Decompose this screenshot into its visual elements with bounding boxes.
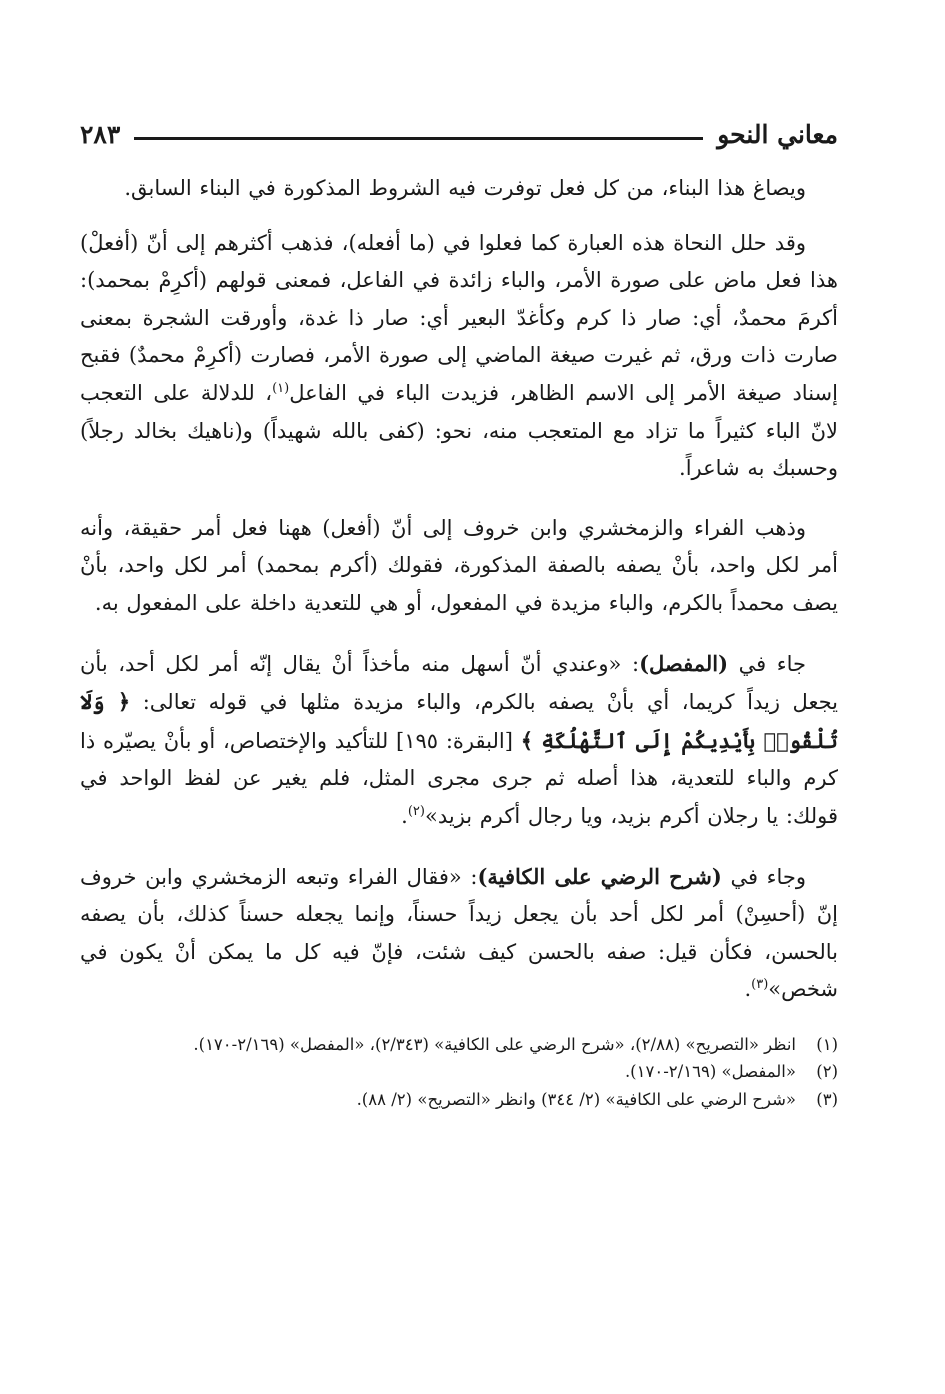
footnote-1	[80, 1031, 838, 1059]
paragraph-2-text: وقد حلل النحاة هذه العبارة كما فعلوا في (ما أفعله)، فذهب أكثرهم إلى أنّ (أفعلْ) هذا فعل ماض على صورة الأمر، والباء زائدة في الفاعل، فمعنى قولهم (أكرِمْ بمحمد): أكرمَ محمدٌ، أي: صار ذا كرم وكأغدّ البعير أي: صار ذا غدة، وأورقت الشجرة بمعنى صارت ذات ورق، ثم غيرت صيغة الماضي إلى صورة الأمر، فصارت (أكرِمْ محمدٌ) فقبح إسناد صيغة الأمر إلى الاسم الظاهر، فزيدت الباء في الفاعل	[80, 230, 838, 405]
paragraph-4-lead: جاء في	[728, 651, 806, 676]
footnote-number: (٢)	[816, 1062, 838, 1082]
header-rule	[134, 137, 703, 140]
footnote-2	[80, 1058, 838, 1086]
page-number: ٢٨٣	[80, 119, 121, 149]
source-title-radi: (شرح الرضي على الكافية)	[477, 863, 722, 889]
footnote-ref-3[interactable]: (٣)	[751, 977, 769, 993]
paragraph-3-text: وذهب الفراء والزمخشري وابن خروف إلى أنّ (أفعل) ههنا فعل أمر حقيقة، وأنه أمر لكل واحد، بأنْ يصفه بالصفة المذكورة، فقولك (أكرم بمحمد) أمر لكل واحد، بأنْ يصف محمداً بالكرم، والباء مزيدة في المفعول، أو هي للتعدية داخلة على المفعول به.	[80, 515, 838, 615]
paragraph-4-text-b: [البقرة: ١٩٥] للتأكيد والإختصاص، أو بأنْ يصيّره ذا كرم والباء للتعدية، هذا أصله ثم جرى مجرى المثل، فلم يغير عن لفظ الواحد في قولك: يا رجلان أكرم بزيد، ويا رجال أكرم بزيد»	[80, 728, 838, 828]
footnote-text: انظر «التصريح» (٢/٨٨)، «شرح الرضي على الكافية» (٢/٣٤٣)، «المفصل» (٢/١٦٩-١٧٠).	[193, 1034, 796, 1054]
paragraph-1-text: ويصاغ هذا البناء، من كل فعل توفرت فيه الشروط المذكورة في البناء السابق.	[124, 176, 806, 200]
paragraph-5	[80, 858, 838, 1009]
page-body	[80, 170, 838, 1009]
paragraph-3	[80, 510, 838, 623]
page	[80, 112, 838, 1113]
footnote-text: «شرح الرضي على الكافية» (٢/ ٣٤٤) وانظر «التصريح» (٢/ ٨٨).	[356, 1089, 796, 1109]
footnote-text: «المفصل» (٢/١٦٩-١٧٠).	[624, 1062, 796, 1082]
source-title-mufassal: (المفصل)	[639, 650, 729, 676]
paragraph-5-lead: وجاء في	[721, 864, 807, 889]
footnote-ref-2[interactable]: (٢)	[407, 803, 425, 819]
paragraph-1	[80, 170, 838, 208]
paragraph-4-end: .	[401, 803, 408, 828]
running-header	[80, 112, 838, 156]
footnote-number: (٣)	[816, 1089, 838, 1109]
paragraph-2	[80, 225, 838, 488]
paragraph-5-end: .	[744, 977, 752, 1002]
paragraph-4	[80, 645, 838, 836]
footnote-number: (١)	[816, 1034, 838, 1054]
paragraph-4-text-a: : «وعندي أنّ أسهل منه مأخذاً أنْ يقال إنّه أمر لكل أحد، بأن يجعل زيداً كريما، أي بأنْ يصفه بالكرم، والباء مزيدة مثلها في قوله تعالى:	[80, 651, 838, 715]
paragraph-2-text-end: ، للدلالة على التعجب لانّ الباء كثيراً ما تزاد مع المتعجب منه، نحو: (كفى بالله شهيداً) و(ناهيك بخالد رجلاً) وحسبك به شاعراً.	[80, 380, 838, 481]
footnote-ref-1[interactable]: (١)	[272, 380, 290, 396]
quran-verse: ﴿ وَلَا تُلْقُوا۟ بِأَيْدِيكُمْ إِلَى ٱلتَّهْلُكَةِ ﴾	[80, 689, 838, 753]
book-title: معاني النحو	[717, 119, 838, 149]
footnote-3	[80, 1086, 838, 1114]
footnotes	[80, 1031, 838, 1114]
paragraph-5-text-a: : «فقال الفراء وتبعه الزمخشري وابن خروف إنّ (أحسِنْ) أمر لكل أحد بأن يجعل زيداً حسناً، وإنما يجعله حسناً كذلك، بأن يصفه بالحسن، فكأن قيل: صفه بالحسن كيف شئت، فإنّ فيه كل ما يمكن أنْ يكون في شخص»	[80, 864, 838, 1002]
